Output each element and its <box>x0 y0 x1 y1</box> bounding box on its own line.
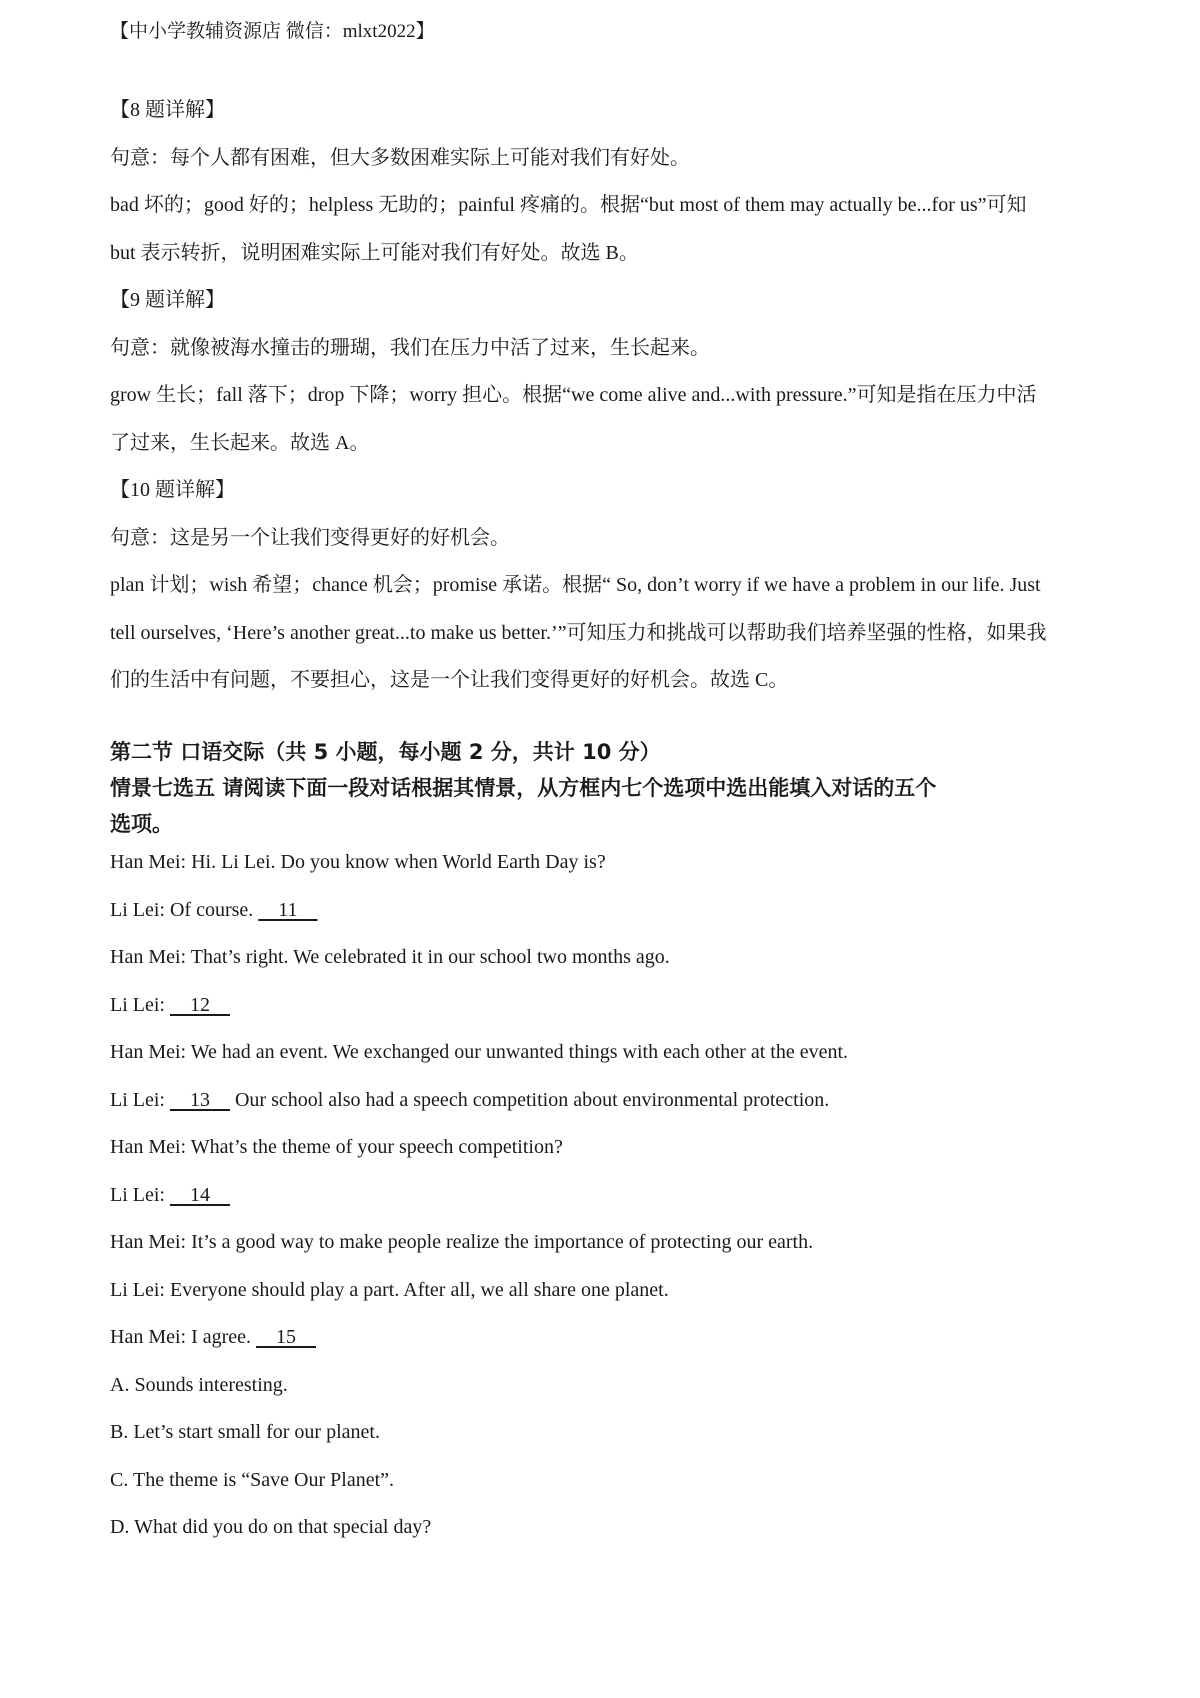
dialogue-speaker-text: Li Lei: Of course. <box>110 898 259 921</box>
option-d: D. What did you do on that special day? <box>110 1516 432 1538</box>
q9-explanation-2: 了过来，生长起来。故选 A。 <box>110 431 370 454</box>
dialogue-line-11 <box>110 1323 1100 1351</box>
dialogue-continuation-text: Our school also had a speech competition about environmental protection. <box>229 1088 830 1111</box>
blank-13: 13 <box>169 1088 230 1111</box>
blank-14: 14 <box>169 1183 230 1206</box>
dialogue-line-7: Han Mei: What’s the theme of your speech competition? <box>110 1136 563 1158</box>
q10-explanation-3: 们的生活中有问题，不要担心，这是一个让我们变得更好的好机会。故选 C。 <box>110 669 789 691</box>
q9-explanation-1: grow 生长；fall 落下；drop 下降；worry 担心。根据“we come alive and...with pressure.”可知是指在压力中活 <box>110 384 1037 406</box>
dialogue-line-4 <box>110 991 1100 1019</box>
dialogue-speaker-text: Han Mei: I agree. <box>110 1326 257 1348</box>
dialogue-line-1: Han Mei: Hi. Li Lei. Do you know when World Earth Day is? <box>110 851 606 873</box>
option-c: C. The theme is “Save Our Planet”. <box>110 1468 395 1491</box>
dialogue-speaker-text: Li Lei: <box>110 1088 170 1111</box>
q8-explanation-1: bad 坏的；good 好的；helpless 无助的；painful 疼痛的。根据“but most of them may actually be...for us”可知 <box>110 194 1027 216</box>
dialogue-line-3: Han Mei: That’s right. We celebrated it in our school two months ago. <box>110 946 670 968</box>
option-b: B. Let’s start small for our planet. <box>110 1421 380 1443</box>
blank-15: 15 <box>256 1326 317 1348</box>
blank-12: 12 <box>169 993 230 1016</box>
q8-explanation-2: but 表示转折，说明困难实际上可能对我们有好处。故选 B。 <box>110 241 639 264</box>
dialogue-line-6 <box>110 1086 1100 1114</box>
q8-title: 【8 题详解】 <box>110 99 225 121</box>
dialogue-line-8 <box>110 1181 1100 1209</box>
q10-title: 【10 题详解】 <box>110 479 235 501</box>
q10-explanation-1: plan 计划；wish 希望；chance 机会；promise 承诺。根据“ So, don’t worry if we have a problem in our life. Just <box>110 574 1041 596</box>
q10-explanation-2: tell ourselves, ‘Here’s another great...to make us better.’”可知压力和挑战可以帮助我们培养坚强的性格，如果我 <box>110 621 1047 644</box>
section-title: 第二节 口语交际（共 5 小题，每小题 2 分，共计 10 分） <box>110 740 661 764</box>
option-a: A. Sounds interesting. <box>110 1373 288 1396</box>
dialogue-speaker-text: Li Lei: <box>110 1183 170 1206</box>
blank-11: 11 <box>258 898 318 921</box>
q8-meaning: 句意：每个人都有困难，但大多数困难实际上可能对我们有好处。 <box>110 146 690 169</box>
q10-meaning: 句意：这是另一个让我们变得更好的好机会。 <box>110 526 510 549</box>
dialogue-speaker-text: Li Lei: <box>110 993 170 1016</box>
dialogue-line-5: Han Mei: We had an event. We exchanged our unwanted things with each other at the event. <box>110 1041 849 1063</box>
dialogue-line-9: Han Mei: It’s a good way to make people realize the importance of protecting our earth. <box>110 1231 814 1253</box>
page-content <box>110 96 1100 1561</box>
page-header: 【中小学教辅资源店 微信：mlxt2022】 <box>110 21 435 42</box>
section-instruction-1: 情景七选五 请阅读下面一段对话根据其情景，从方框内七个选项中选出能填入对话的五个 <box>110 776 937 800</box>
section-instruction-2: 选项。 <box>110 812 173 836</box>
q9-title: 【9 题详解】 <box>110 289 225 311</box>
dialogue-line-2 <box>110 896 1100 924</box>
dialogue-line-10: Li Lei: Everyone should play a part. After all, we all share one planet. <box>110 1278 669 1301</box>
q9-meaning: 句意：就像被海水撞击的珊瑚，我们在压力中活了过来，生长起来。 <box>110 336 710 359</box>
